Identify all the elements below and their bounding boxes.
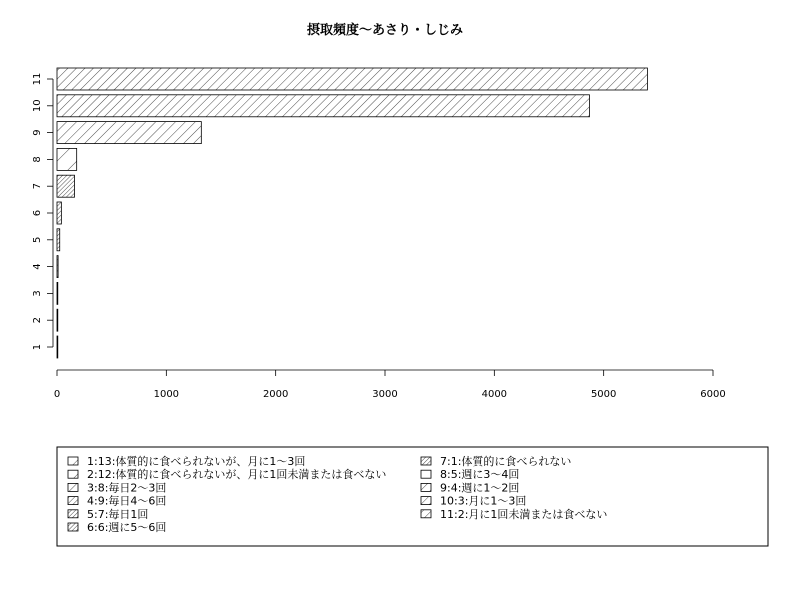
legend-swatch xyxy=(68,457,78,465)
y-tick-label: 2 xyxy=(32,317,43,324)
x-tick-label: 5000 xyxy=(590,389,617,400)
y-tick-label: 9 xyxy=(32,129,43,136)
y-tick-label: 11 xyxy=(32,72,43,86)
legend-swatch xyxy=(421,483,431,491)
legend-entry: 1:13:体質的に食べられないが、月に1〜3回 xyxy=(87,455,306,468)
legend-swatch xyxy=(68,483,78,491)
y-tick-label: 5 xyxy=(32,236,43,243)
bar-10 xyxy=(57,95,589,117)
legend-entry: 4:9:毎日4〜6回 xyxy=(87,494,167,508)
legend-entry: 10:3:月に1〜3回 xyxy=(440,494,527,508)
legend-entry: 3:8:毎日2〜3回 xyxy=(87,481,167,495)
y-tick-label: 1 xyxy=(32,343,43,351)
bars-group xyxy=(57,68,647,358)
legend-swatch xyxy=(421,510,431,518)
bar-7 xyxy=(57,175,74,197)
y-tick-label: 3 xyxy=(32,290,43,297)
y-tick-label: 10 xyxy=(32,99,43,113)
chart-title: 摂取頻度〜あさり・しじみ xyxy=(306,23,464,38)
legend xyxy=(57,447,768,546)
legend-swatch xyxy=(68,497,78,505)
bar-9 xyxy=(57,122,201,144)
legend-entry: 2:12:体質的に食べられないが、月に1回未満または食べない xyxy=(87,468,387,482)
x-tick-label: 3000 xyxy=(372,389,398,400)
y-tick-label: 8 xyxy=(32,156,43,163)
bar-8 xyxy=(57,148,77,170)
legend-swatch xyxy=(421,457,431,465)
x-tick-label: 2000 xyxy=(262,389,289,400)
legend-entry: 5:7:毎日1回 xyxy=(87,507,149,521)
x-tick-label: 1000 xyxy=(153,389,180,400)
x-tick-label: 0 xyxy=(53,389,61,400)
bar-4 xyxy=(57,256,58,278)
legend-entry: 8:5:週に3〜4回 xyxy=(440,468,520,482)
bar-6 xyxy=(57,202,61,224)
legend-entry: 9:4:週に1〜2回 xyxy=(440,481,520,495)
y-tick-label: 7 xyxy=(32,183,43,190)
legend-swatch xyxy=(68,470,78,478)
x-axis xyxy=(54,370,726,400)
legend-entry: 7:1:体質的に食べられない xyxy=(440,455,572,468)
bar-11 xyxy=(57,68,647,90)
y-tick-label: 4 xyxy=(32,263,43,270)
bar-1 xyxy=(57,336,58,358)
legend-swatch xyxy=(421,470,431,478)
bar-3 xyxy=(57,282,58,304)
legend-swatch xyxy=(68,510,78,518)
bar-2 xyxy=(57,309,58,331)
x-tick-label: 6000 xyxy=(700,389,726,400)
legend-swatch xyxy=(68,523,78,531)
legend-swatch xyxy=(421,497,431,505)
y-tick-label: 6 xyxy=(32,209,43,217)
y-axis xyxy=(32,73,53,351)
legend-entry: 6:6:週に5〜6回 xyxy=(87,521,167,534)
x-tick-label: 4000 xyxy=(481,389,508,400)
legend-entry: 11:2:月に1回未満または食べない xyxy=(440,507,608,521)
bar-5 xyxy=(57,229,60,251)
